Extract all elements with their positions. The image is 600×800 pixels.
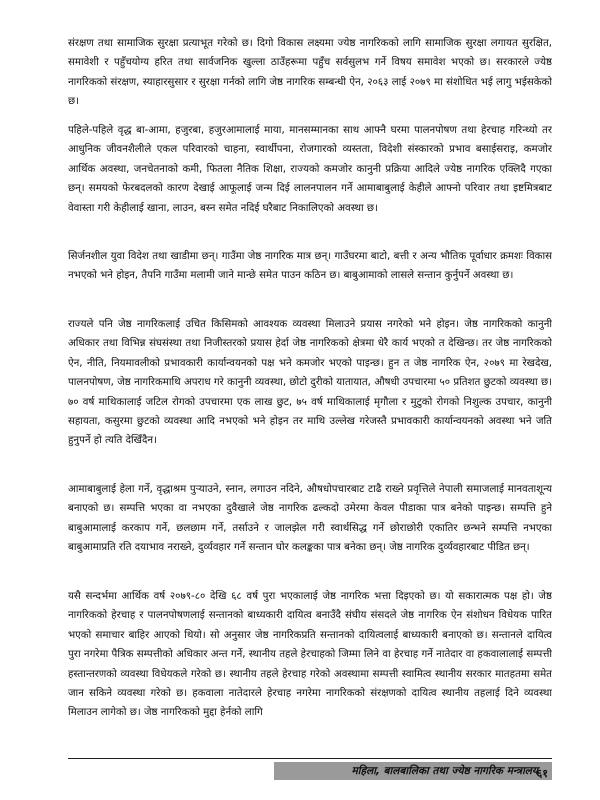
paragraph-4: राज्यले पनि जेष्ठ नागरिकलाई उचित किसिमको आवश्यक व्यवस्था मिलाउने प्रयास नगरेको भने होइन। जेष्ठ नागरिकको कानुनी अधिकार तथा विभिन्न संघसंस्था तथा निजीस्तरको प्रयास हेर्दा जेष्ठ नागरिकको क्षेत्रमा धेरै कार्य भएको त देखिन्छ। तर जेष्ठ नागरिकको ऐन, नीति, नियमावलीको प्रभावकारी कार्यान्वयनको पक्ष भने कमजोर भएको पाइन्छ। हुन त जेष्ठ नागरिक ऐन, २०७९ मा रेखदेख, पालनपोषण, जेष्ठ नागरिकमाथि अपराध गरे कानुनी व्यवस्था, छोटो दुरीको यातायात, औषधी उपचारमा ५० प्रतिशत छुटको व्यवस्था छ। ७० वर्ष माथिकालाई जटिल रोगको उपचारमा एक लाख छुट, ७५ वर्ष माथिकालाई मृगौला र मुटुको रोगको निशुल्क उपचार, कानुनी सहायता, कसुरमा छुटको व्यवस्था आदि नभएको भने होइन तर माथि उल्लेख गरेजस्तै प्रभावकारी कार्यान्वयनको अवस्था भने जति हुनुपर्ने हो त्यति देखिँदैन। xyxy=(68,319,552,447)
page-number: ६१ xyxy=(536,767,548,780)
paragraph-6: यसै सन्दर्भमा आर्थिक वर्ष २०७९-८० देखि ६८ वर्ष पुरा भएकालाई जेष्ठ नागरिक भत्ता दिइएको छ। यो सकारात्मक पक्ष हो। जेष्ठ नागरिकको हेरचाह र पालनपोषणलाई सन्तानको बाध्यकारी दायित्व बनाउँदै संघीय संसदले जेष्ठ नागरिक ऐन संशोधन विधेयक पारित भएको समाचार बाहिर आएको थियो। सो अनुसार जेष्ठ नागरिकप्रति सन्तानको दायित्वलाई बाध्यकारी बनाएको छ। सन्तानले दायित्व पुरा नगरेमा पैत्रिक सम्पत्तीको अधिकार अन्त गर्ने, स्थानीय तहले हेरचाहको जिम्मा लिने वा हेरचाह गर्ने नातेदार वा हकवालालाई सम्पत्ती हस्तान्तरणको व्यवस्था विधेयकले गरेको छ। स्थानीय तहले हेरचाह गरेको अवस्थामा सम्पत्ती स्वामित्व स्थानीय सरकार मातहतमा समेत जान सकिने व्यवस्था गरेको छ। हकवाला नातेदारले हेरचाह नगरेमा नागरिकको संरक्षणको दायित्व स्थानीय तहलाई दिने व्यवस्था मिलाउन लागेको छ। जेष्ठ नागरिकको मुद्दा हेर्नको लागि xyxy=(68,591,552,719)
paragraph-3: सिर्जनशील युवा विदेश तथा खाडीमा छन्। गाउँमा जेष्ठ नागरिक मात्र छन्। गाउँघरमा बाटो, बत्ती र अन्य भौतिक पूर्वाधार क्रमशः विकास नभएको भने होइन, तैपनि गाउँमा मलामी जाने मान्छे समेत पाउन कठिन छ। बाबुआमाको लासले सन्तान कुर्नुपर्ने अवस्था छ। xyxy=(68,251,552,282)
page-footer xyxy=(68,758,552,781)
footer-bar xyxy=(274,762,552,780)
body-text xyxy=(68,34,552,742)
paragraph-1: संरक्षण तथा सामाजिक सुरक्षा प्रत्याभूत गरेको छ। दिगो विकास लक्ष्यमा ज्येष्ठ नागरिकको लागि सामाजिक सुरक्षा लगायत सुरक्षित, समावेशी र पहुँचयोग्य हरित तथा सार्वजनिक खुल्ला ठाउँहरूमा पहुँच सर्वसुलभ गर्ने विषय समावेश भएको छ। सरकारले ज्येष्ठ नागरिकको संरक्षण, स्याहारसुसार र सुरक्षा गर्नको लागि जेष्ठ नागरिक सम्बन्धी ऐन, २०६३ लाई २०७९ मा संशोधित भई लागु भईसकेको छ। xyxy=(68,38,552,108)
paragraph-5: आमाबाबुलाई हेला गर्ने, वृद्धाश्रम पुऱ्याउने, स्नान, लगाउन नदिने, औषधोपचारबाट टाढै राख्ने प्रवृत्तिले नेपाली समाजलाई मानवताशून्य बनाएको छ। सम्पत्ति भएका वा नभएका दुवैखाले जेष्ठ नागरिक ढल्कदो उमेरमा केवल पीडाका पात्र बनेको पाइन्छ। सम्पत्ति हुने बाबुआमालाई करकाप गर्ने, छलछाम गर्ने, तर्साउने र जालझेल गरी स्वार्थसिद्ध गर्ने छोराछोरी एकातिर छन्भने सम्पत्ति नभएका बाबुआमाप्रति रति दयाभाव नराख्ने, दुर्व्यवहार गर्ने सन्तान घोर कलङ्कका पात्र बनेका छन्। जेष्ठ नागरिक दुर्व्यवहारबाट पीडित छन्। xyxy=(68,484,552,554)
ministry-name: महिला, बालबालिका तथा ज्येष्ठ नागरिक मन्त्रालय xyxy=(351,765,538,777)
paragraph-2: पहिले-पहिले वृद्ध बा-आमा, हजुरबा, हजुरआमालाई माया, मानसम्मानका साथ आफ्नै घरमा पालनपोषण तथा हेरचाह गरिन्थ्यो तर आधुनिक जीवनशैलीले एकल परिवारको चाहना, स्वार्थीपना, रोजगारको व्यस्तता, विदेशी संस्कारको प्रभाव बसाईसराइ, कमजोर आर्थिक अवस्था, जनचेतनाको कमी, फितला नैतिक शिक्षा, राज्यको कमजोर कानुनी प्रक्रिया आदिले ज्येष्ठ नागरिक एक्लिदै गएका छन्। समयको फेरबदलको कारण देखाई आफूलाई जन्म दिई लालनपालन गर्ने आमाबाबुलाई केहीले आफ्नो परिवार तथा इष्टमित्रबाट वेवास्ता गरी केहीलाई खाना, लाउन, बस्न समेत नदिई घरैबाट निकालिएको अवस्था छ। xyxy=(68,125,552,214)
